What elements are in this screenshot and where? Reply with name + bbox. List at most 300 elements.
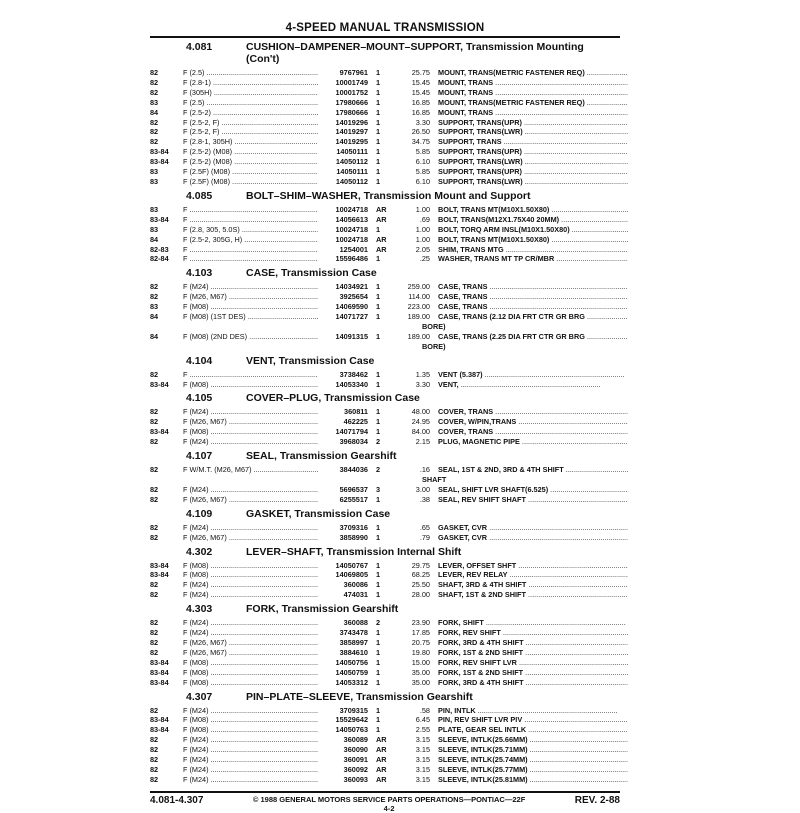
section-4-085: [150, 190, 620, 264]
price: 3.15: [415, 755, 430, 765]
section-number: 4.107: [186, 450, 213, 463]
application: F .....: [183, 205, 318, 215]
part-number: 10024718: [335, 204, 368, 214]
price: 1.00: [415, 204, 430, 214]
section-number: 4.103: [186, 267, 213, 280]
section-number: 4.085: [186, 189, 213, 202]
part-row: [150, 205, 620, 215]
footer-page-number: 4-2: [383, 803, 395, 813]
part-number: 14019295: [335, 137, 368, 147]
section-heading: [150, 41, 620, 65]
quantity: 1: [376, 590, 381, 600]
parts-list: [150, 523, 620, 543]
section-title: VENT, Transmission Case: [246, 354, 375, 367]
quantity: 1: [376, 282, 381, 292]
part-row: [150, 407, 620, 417]
section-number: 4.081: [186, 41, 213, 53]
part-number: 360811: [344, 407, 368, 417]
model-year: 82: [150, 618, 159, 628]
part-row: [150, 495, 620, 505]
quantity: 1: [376, 254, 381, 264]
model-year: 82: [150, 532, 159, 542]
part-number: 360089: [343, 735, 368, 745]
part-row: [150, 215, 620, 225]
price: .58: [419, 705, 430, 715]
part-row: [150, 523, 620, 533]
part-number: 3884610: [339, 647, 368, 657]
part-number: 14019296: [335, 117, 368, 127]
model-year: 82: [150, 764, 159, 774]
application: F (2.8-1) .....: [183, 78, 318, 88]
price: 2.05: [415, 244, 430, 254]
application: F (M24) .....: [183, 407, 318, 417]
part-number: 14071727: [335, 312, 368, 322]
model-year: 84: [150, 234, 159, 244]
part-row: [150, 775, 620, 785]
application: F (2.5) .....: [183, 68, 318, 78]
price: 35.00: [411, 667, 430, 677]
part-description: PLUG, MAGNETIC PIPE .....: [430, 437, 628, 447]
quantity: AR: [376, 204, 387, 214]
application: F (M24) .....: [183, 580, 318, 590]
price: 15.45: [411, 77, 430, 87]
part-description: GASKET, CVR .....: [430, 523, 628, 533]
quantity: 3: [376, 484, 381, 494]
part-description: SEAL, 1ST & 2ND, 3RD & 4TH SHIFT .....: [430, 465, 628, 475]
quantity: 1: [376, 77, 381, 87]
quantity: 1: [376, 725, 381, 735]
part-row: [150, 235, 620, 245]
application: F (305H) .....: [183, 88, 318, 98]
price: 1.00: [415, 234, 430, 244]
parts-list: [150, 561, 620, 601]
section-title: BOLT–SHIM–WASHER, Transmission Mount and Support: [246, 189, 531, 202]
part-number: 360090: [343, 745, 368, 755]
quantity: 1: [376, 705, 381, 715]
part-description: SLEEVE, INTLK(25.81MM) .....: [430, 775, 628, 785]
application: F (M26, M67) .....: [183, 648, 318, 658]
section-heading: [150, 392, 620, 404]
model-year: 82: [150, 590, 159, 600]
quantity: 1: [376, 677, 381, 687]
model-year: 83-84: [150, 667, 169, 677]
part-number: 360092: [343, 764, 368, 774]
part-row: [150, 98, 620, 108]
application: F (M08) .....: [183, 658, 318, 668]
application: F (M24) .....: [183, 765, 318, 775]
application: F (M26, M67) .....: [183, 417, 318, 427]
part-row: [150, 292, 620, 302]
part-description: SUPPORT, TRANS(LWR) .....: [430, 157, 628, 167]
section-4-302: [150, 546, 620, 601]
part-number: 474031: [343, 590, 368, 600]
section-4-107: [150, 450, 620, 505]
model-year: 84: [150, 107, 159, 117]
application: F (M08) (2ND DES) .....: [183, 332, 318, 342]
price: 84.00: [411, 427, 430, 437]
part-row: [150, 725, 620, 735]
model-year: 83: [150, 204, 159, 214]
section-heading: [150, 267, 620, 279]
part-number: 3925654: [339, 292, 368, 302]
parts-list: [150, 618, 620, 687]
application: F (2.5-2, F) .....: [183, 118, 318, 128]
part-number: 3738462: [339, 369, 368, 379]
part-description: FORK, 1ST & 2ND SHIFT .....: [430, 668, 628, 678]
model-year: 82: [150, 68, 159, 77]
price: 16.85: [411, 107, 430, 117]
application: F (M08) .....: [183, 668, 318, 678]
model-year: 82: [150, 465, 159, 475]
part-row: [150, 706, 620, 716]
section-4-303: [150, 603, 620, 687]
part-row: [150, 312, 620, 322]
application: F (M24) .....: [183, 437, 318, 447]
application: F (M26, M67) .....: [183, 292, 318, 302]
part-description: SLEEVE, INTLK(25.66MM) .....: [430, 735, 628, 745]
part-row: [150, 648, 620, 658]
section-heading: [150, 190, 620, 202]
part-row: [150, 147, 620, 157]
part-description: MOUNT, TRANS .....: [430, 108, 628, 118]
part-number: 3709316: [339, 522, 368, 532]
model-year: 83-84: [150, 427, 169, 437]
part-row: [150, 618, 620, 628]
part-description-continued: BORE): [422, 321, 446, 331]
part-description: SLEEVE, INTLK(25.74MM) .....: [430, 755, 628, 765]
part-row: [150, 745, 620, 755]
quantity: 1: [376, 657, 381, 667]
application: F (2.5-2) .....: [183, 108, 318, 118]
section-number: 4.109: [186, 507, 213, 520]
price: 28.00: [411, 590, 430, 600]
section-4-104: [150, 355, 620, 390]
price: 3.15: [415, 735, 430, 745]
application: F .....: [183, 245, 318, 255]
price: 6.10: [415, 176, 430, 186]
part-number: 15529642: [335, 715, 368, 725]
application: F (M24) .....: [183, 735, 318, 745]
application: F (M24) .....: [183, 745, 318, 755]
part-description: SUPPORT, TRANS(UPR) .....: [430, 167, 628, 177]
part-number: 1254001: [339, 244, 368, 254]
application: F (2.8-1, 305H) .....: [183, 137, 318, 147]
application: F (M26, M67) .....: [183, 495, 318, 505]
part-description: SHAFT, 1ST & 2ND SHIFT .....: [430, 590, 628, 600]
model-year: 83: [150, 97, 159, 107]
part-number: 15596486: [335, 254, 368, 264]
quantity: 2: [376, 437, 381, 447]
part-number: 360086: [343, 580, 368, 590]
section-heading: [150, 355, 620, 367]
model-year: 83: [150, 224, 159, 234]
price: 189.00: [407, 331, 430, 341]
quantity: AR: [376, 774, 387, 784]
part-row: [150, 437, 620, 447]
model-year: 82: [150, 522, 159, 532]
application: F (M24) .....: [183, 628, 318, 638]
part-description: SHIM, TRANS MTG .....: [430, 245, 628, 255]
quantity: 1: [376, 637, 381, 647]
price: 25.50: [411, 580, 430, 590]
part-number: 14069590: [335, 302, 368, 312]
part-description: FORK, REV SHIFT LVR .....: [430, 658, 628, 668]
part-description: FORK, REV SHIFT .....: [430, 628, 628, 638]
part-row: [150, 533, 620, 543]
parts-list: [150, 465, 620, 505]
quantity: 1: [376, 494, 381, 504]
part-description: FORK, 3RD & 4TH SHIFT .....: [430, 638, 628, 648]
footer-center: [253, 795, 525, 813]
part-number: 14050112: [335, 176, 368, 186]
price: .69: [419, 214, 430, 224]
quantity: AR: [376, 745, 387, 755]
model-year: 82: [150, 580, 159, 590]
quantity: 1: [376, 312, 381, 322]
part-description: CASE, TRANS .....: [430, 302, 628, 312]
quantity: 1: [376, 97, 381, 107]
quantity: 1: [376, 427, 381, 437]
model-year: 83-84: [150, 677, 169, 687]
price: 259.00: [407, 282, 430, 292]
application: F (M08) .....: [183, 570, 318, 580]
model-year: 84: [150, 331, 159, 341]
model-year: 82: [150, 137, 159, 147]
part-description: BOLT, TRANS MT(M10X1.50X80) .....: [430, 205, 628, 215]
parts-list: [150, 370, 620, 390]
price: 23.90: [411, 618, 430, 628]
part-description: COVER, TRANS .....: [430, 407, 628, 417]
quantity: 1: [376, 715, 381, 725]
section-4-081: [150, 41, 620, 187]
part-description: BOLT, TRANS MT(M10X1.50X80) .....: [430, 235, 628, 245]
quantity: 1: [376, 167, 381, 177]
price: 114.00: [408, 292, 430, 302]
model-year: 83-84: [150, 147, 169, 157]
model-year: 82-83: [150, 244, 169, 254]
quantity: AR: [376, 764, 387, 774]
part-number: 14050111: [336, 167, 368, 177]
application: F (M08) .....: [183, 561, 318, 571]
part-row: [150, 485, 620, 495]
price: 189.00: [407, 312, 430, 322]
application: F (M24) .....: [183, 618, 318, 628]
section-title: SEAL, Transmission Gearshift: [246, 450, 397, 463]
quantity: 1: [376, 224, 381, 234]
part-number: 14034921: [335, 282, 368, 292]
model-year: 82-84: [150, 254, 169, 264]
parts-list: [150, 205, 620, 264]
application: F .....: [183, 370, 318, 380]
section-4-307: [150, 691, 620, 785]
application: F (M24) .....: [183, 485, 318, 495]
section-heading: [150, 450, 620, 462]
part-description: SLEEVE, INTLK(25.77MM) .....: [430, 765, 628, 775]
application: F (M24) .....: [183, 282, 318, 292]
model-year: 82: [150, 637, 159, 647]
part-description-continued: BORE): [422, 341, 446, 351]
footer-range: 4.081-4.307: [150, 794, 204, 806]
part-number: 3743478: [339, 628, 368, 638]
model-year: 82: [150, 292, 159, 302]
model-year: 82: [150, 369, 159, 379]
part-description: SUPPORT, TRANS(UPR) .....: [430, 118, 628, 128]
price: 68.25: [411, 570, 430, 580]
part-row: [150, 380, 620, 390]
model-year: 82: [150, 117, 159, 127]
parts-list: [150, 407, 620, 447]
quantity: 1: [376, 137, 381, 147]
part-description: MOUNT, TRANS(METRIC FASTENER REQ) .....: [430, 68, 628, 78]
price: 19.80: [411, 647, 430, 657]
quantity: 2: [376, 618, 381, 628]
part-number: 14050763: [335, 725, 368, 735]
section-title: GASKET, Transmission Case: [246, 507, 391, 520]
part-number: 3858990: [339, 532, 368, 542]
part-row: [150, 332, 620, 342]
section-heading: [150, 603, 620, 615]
part-row: [150, 370, 620, 380]
part-number: 360093: [343, 774, 368, 784]
quantity: 1: [376, 570, 381, 580]
part-description: WASHER, TRANS MT TP CR/MBR .....: [430, 254, 628, 264]
part-description: SUPPORT, TRANS .....: [430, 137, 628, 147]
section-title: CUSHION–DAMPENER–MOUNT–SUPPORT, Transmission Mounting (Con't): [246, 41, 584, 65]
part-number: 14053312: [335, 677, 368, 687]
price: 1.00: [415, 224, 430, 234]
part-number: 14069805: [335, 570, 368, 580]
part-description: COVER, TRANS .....: [430, 427, 628, 437]
part-number: 10001749: [335, 77, 368, 87]
part-description: LEVER, REV RELAY .....: [430, 570, 628, 580]
application: F .....: [183, 215, 318, 225]
quantity: 1: [376, 68, 381, 77]
section-title: LEVER–SHAFT, Transmission Internal Shift: [246, 545, 462, 558]
part-row: [150, 68, 620, 78]
application: F .....: [183, 254, 318, 264]
part-number: 462225: [343, 417, 368, 427]
quantity: 1: [376, 628, 381, 638]
application: F (M26, M67) .....: [183, 533, 318, 543]
sections-container: [150, 41, 620, 785]
part-number: 360091: [343, 755, 368, 765]
quantity: 1: [376, 369, 381, 379]
section-heading: [150, 691, 620, 703]
model-year: 82: [150, 628, 159, 638]
price: 34.75: [411, 137, 430, 147]
header-rule: [150, 36, 620, 38]
part-row: [150, 245, 620, 255]
price: .16: [419, 465, 430, 475]
part-description: CASE, TRANS (2.12 DIA FRT CTR GR BRG .....: [430, 312, 628, 322]
part-description: BOLT, TRANS(M12X1.75X40 20MM) .....: [430, 215, 628, 225]
model-year: 82: [150, 484, 159, 494]
part-description: CASE, TRANS (2.25 DIA FRT CTR GR BRG .....: [430, 332, 628, 342]
application: F (M24) .....: [183, 755, 318, 765]
part-description: SEAL, SHIFT LVR SHAFT(6.525) .....: [430, 485, 628, 495]
price: 6.10: [415, 157, 430, 167]
application: F (2.5-2) (M08) .....: [183, 157, 318, 167]
quantity: 1: [376, 292, 381, 302]
quantity: 1: [376, 580, 381, 590]
application: F (M08) .....: [183, 678, 318, 688]
application: F (2.5-2) (M08) .....: [183, 147, 318, 157]
model-year: 82: [150, 735, 159, 745]
quantity: 1: [376, 407, 381, 417]
part-number: 360088: [343, 618, 368, 628]
price: 5.85: [415, 147, 430, 157]
application: F (2.5) .....: [183, 98, 318, 108]
price: 223.00: [407, 302, 430, 312]
part-description: MOUNT, TRANS(METRIC FASTENER REQ) .....: [430, 98, 628, 108]
price: 26.50: [411, 127, 430, 137]
price: 3.15: [415, 764, 430, 774]
quantity: AR: [376, 735, 387, 745]
quantity: 1: [376, 127, 381, 137]
part-description: PLATE, GEAR SEL INTLK .....: [430, 725, 628, 735]
part-row: [150, 417, 620, 427]
application: F (M08) (1ST DES) .....: [183, 312, 318, 322]
quantity: 1: [376, 302, 381, 312]
part-description-continued: SHAFT: [422, 475, 447, 484]
quantity: 1: [376, 417, 381, 427]
model-year: 82: [150, 77, 159, 87]
part-description: CASE, TRANS .....: [430, 282, 628, 292]
price: 29.75: [411, 560, 430, 570]
application: F (2.5F) (M08) .....: [183, 177, 318, 187]
model-year: 83: [150, 176, 159, 186]
price: 3.15: [415, 745, 430, 755]
price: 3.00: [415, 484, 430, 494]
part-number: 10024718: [335, 234, 368, 244]
part-row: [150, 137, 620, 147]
model-year: 83-84: [150, 715, 169, 725]
part-row: [150, 561, 620, 571]
part-number: 3968034: [339, 437, 368, 447]
quantity: 1: [376, 522, 381, 532]
part-number: 9767961: [339, 68, 368, 77]
model-year: 82: [150, 705, 159, 715]
part-number: 3844036: [339, 465, 368, 475]
part-description: SUPPORT, TRANS(LWR) .....: [430, 177, 628, 187]
quantity: 1: [376, 117, 381, 127]
section-4-103: [150, 267, 620, 351]
part-row: [150, 88, 620, 98]
part-number: 6255517: [339, 494, 368, 504]
part-row: [150, 628, 620, 638]
footer-copyright: © 1988 GENERAL MOTORS SERVICE PARTS OPERATIONS—PONTIAC—22F: [252, 794, 526, 804]
part-description: SUPPORT, TRANS(LWR) .....: [430, 127, 628, 137]
quantity: 1: [376, 176, 381, 186]
price: 20.75: [411, 637, 430, 647]
part-row: [150, 638, 620, 648]
section-heading: [150, 508, 620, 520]
part-row: [150, 580, 620, 590]
catalog-page: [150, 22, 620, 813]
model-year: 83-84: [150, 157, 169, 167]
part-row: [150, 177, 620, 187]
application: F (M08) .....: [183, 427, 318, 437]
parts-list: [150, 68, 620, 187]
part-row: [150, 570, 620, 580]
price: .65: [419, 522, 430, 532]
model-year: 82: [150, 755, 159, 765]
model-year: 82: [150, 87, 159, 97]
quantity: AR: [376, 214, 387, 224]
part-number: 5696537: [339, 484, 368, 494]
part-row: [150, 668, 620, 678]
part-row: [150, 755, 620, 765]
